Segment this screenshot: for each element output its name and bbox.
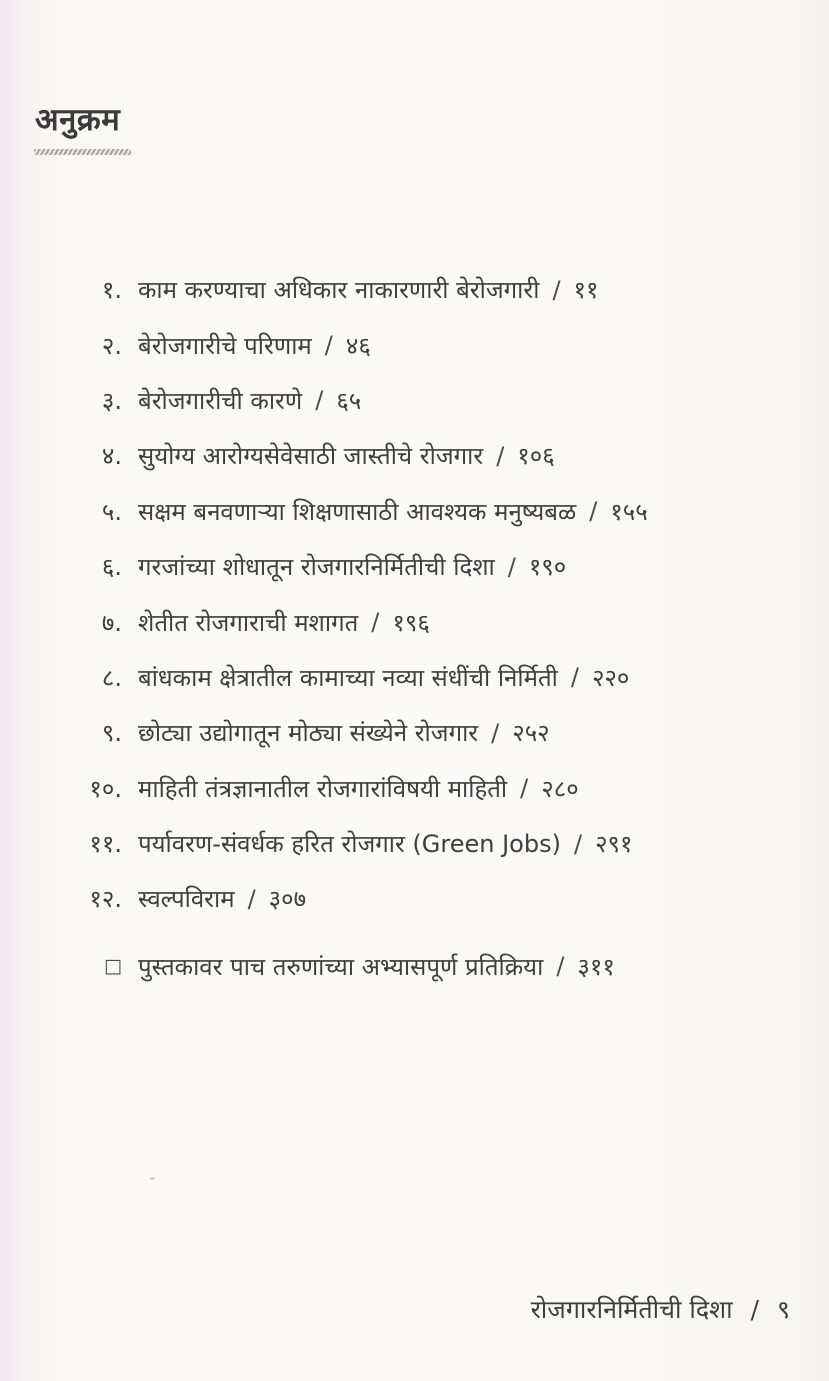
toc-entry-title: बेरोजगारीची कारणे bbox=[138, 386, 303, 415]
toc-entry-page: १९६ bbox=[392, 608, 430, 637]
toc-entry-number: ८. bbox=[101, 663, 122, 692]
toc-entry-number: १०. bbox=[89, 774, 122, 803]
page-footer bbox=[531, 1292, 790, 1326]
scan-speck-artifact bbox=[150, 1177, 155, 1180]
toc-entry-page: ४६ bbox=[345, 331, 371, 360]
title-underline-ornament bbox=[34, 149, 131, 155]
toc-entry-page: ६५ bbox=[336, 386, 362, 415]
toc-entry bbox=[76, 262, 789, 317]
toc-entry-page: ३११ bbox=[577, 952, 615, 981]
footer-separator: / bbox=[750, 1295, 760, 1324]
toc-entry-separator: / bbox=[570, 663, 579, 692]
toc-entry-number: १. bbox=[101, 276, 122, 305]
toc-entry-page: १५५ bbox=[610, 497, 648, 526]
toc-entry-separator: / bbox=[573, 829, 583, 858]
toc-entry-number: ५. bbox=[101, 497, 122, 526]
toc-entry-number: २. bbox=[101, 331, 122, 360]
toc-entry-number: ४. bbox=[101, 442, 122, 471]
toc-entry-number: १२. bbox=[89, 885, 122, 914]
toc-entry-title: काम करण्याचा अधिकार नाकारणारी बेरोजगारी bbox=[138, 276, 540, 305]
toc-entry-number: ३. bbox=[101, 386, 122, 415]
toc-entry-appendix bbox=[76, 939, 789, 994]
toc-entry bbox=[76, 373, 789, 428]
toc-entry bbox=[76, 484, 789, 539]
toc-entry bbox=[76, 705, 789, 760]
toc-entry bbox=[76, 816, 789, 871]
toc-entry-page: १०६ bbox=[517, 442, 555, 471]
toc-entry bbox=[76, 594, 789, 649]
toc-entry-separator: / bbox=[520, 774, 529, 803]
toc-entry bbox=[76, 871, 789, 926]
toc-entry-separator: / bbox=[507, 552, 516, 581]
toc-entry bbox=[76, 761, 789, 816]
toc-entry-title: शेतीत रोजगाराची मशागत bbox=[138, 608, 359, 637]
toc-entry-number: ९. bbox=[101, 719, 122, 748]
footer-page-number: ९ bbox=[776, 1295, 790, 1324]
table-of-contents bbox=[76, 262, 789, 994]
toc-entry-title: पर्यावरण-संवर्धक हरित रोजगार (Green Jobs) bbox=[138, 830, 561, 859]
toc-entry-page: ३०७ bbox=[268, 885, 307, 914]
toc-entry-separator: / bbox=[491, 718, 500, 747]
toc-entry-number: ६. bbox=[101, 553, 122, 582]
toc-entry-title: स्वल्पविराम bbox=[138, 885, 235, 914]
toc-entry-title: गरजांच्या शोधातून रोजगारनिर्मितीची दिशा bbox=[138, 553, 495, 582]
toc-entry-separator: / bbox=[371, 608, 380, 637]
toc-entry-page: २९१ bbox=[595, 830, 633, 859]
square-bullet-icon: □ bbox=[104, 955, 122, 978]
toc-entry-number: ११. bbox=[89, 830, 122, 859]
footer-book-title: रोजगारनिर्मितीची दिशा bbox=[530, 1295, 733, 1324]
toc-entry-title: माहिती तंत्रज्ञानातील रोजगारांविषयी माहिती bbox=[138, 774, 508, 803]
toc-entry bbox=[76, 317, 789, 372]
toc-entry-title: पुस्तकावर पाच तरुणांच्या अभ्यासपूर्ण प्रतिक्रिया bbox=[138, 952, 544, 981]
toc-entry-title: बांधकाम क्षेत्रातील कामाच्या नव्या संधींची निर्मिती bbox=[138, 663, 558, 692]
toc-entry-title: सुयोग्य आरोग्यसेवेसाठी जास्तीचे रोजगार bbox=[138, 442, 484, 471]
toc-entry-separator: / bbox=[247, 884, 256, 913]
toc-entry-separator: / bbox=[496, 441, 505, 470]
toc-entry-title: सक्षम बनवणाऱ्या शिक्षणासाठी आवश्यक मनुष्यबळ bbox=[138, 497, 577, 526]
toc-entry-separator: / bbox=[324, 331, 333, 360]
toc-entry-title: बेरोजगारीचे परिणाम bbox=[138, 331, 312, 360]
toc-entry-page: ११ bbox=[573, 276, 599, 305]
toc-entry-separator: / bbox=[315, 386, 324, 415]
toc-entry bbox=[76, 428, 789, 483]
toc-entry-separator: / bbox=[552, 275, 561, 304]
toc-entry-separator: / bbox=[556, 952, 565, 981]
page-title: अनुक्रम bbox=[35, 102, 121, 138]
toc-entry-number: ७. bbox=[101, 608, 122, 637]
toc-entry bbox=[76, 650, 789, 705]
toc-entry-title: छोट्या उद्योगातून मोठ्या संख्येने रोजगार bbox=[138, 719, 479, 748]
toc-entry-page: २५२ bbox=[512, 719, 550, 748]
toc-entry-separator: / bbox=[589, 497, 598, 526]
toc-entry-page: १९० bbox=[528, 553, 567, 582]
toc-entry-page: २२० bbox=[591, 663, 630, 692]
toc-entry-page: २८० bbox=[541, 774, 579, 803]
toc-entry bbox=[76, 539, 789, 594]
